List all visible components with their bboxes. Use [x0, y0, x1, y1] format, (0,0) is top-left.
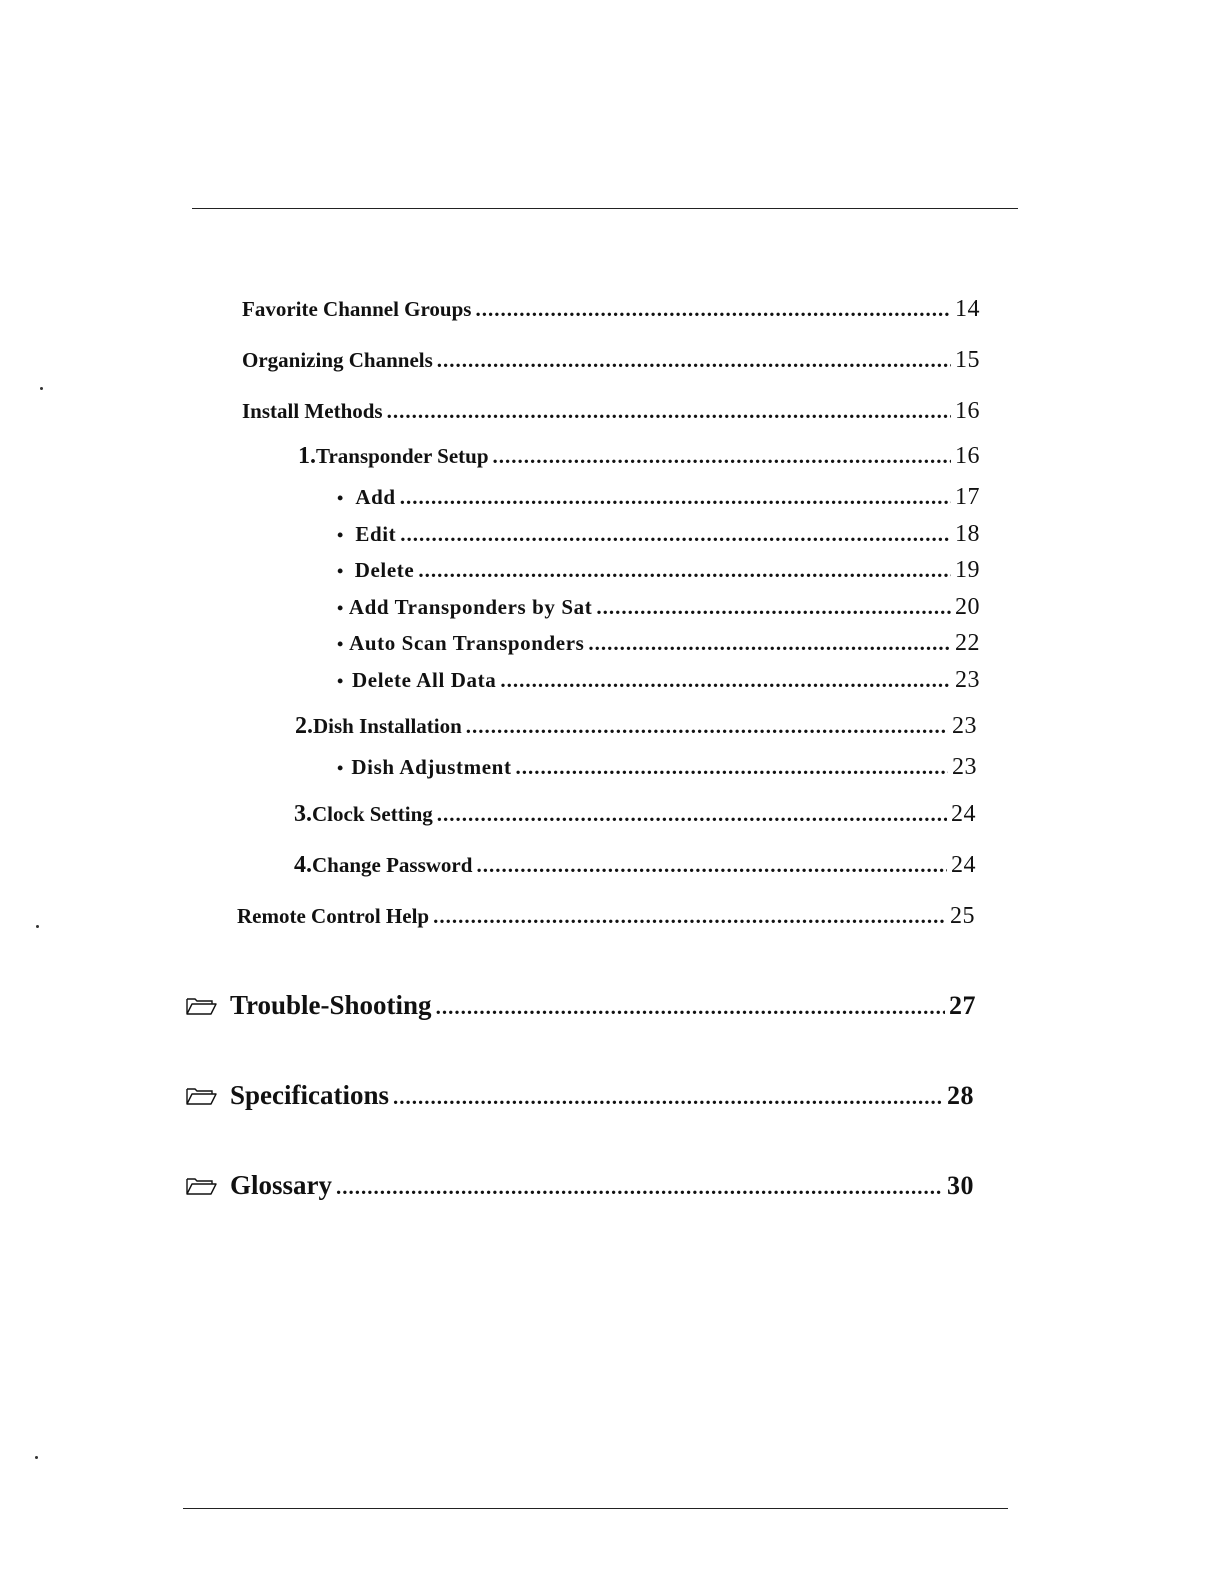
top-rule [192, 208, 1018, 209]
toc-entry-page: 14 [955, 296, 980, 322]
toc-entry-add[interactable] [337, 484, 980, 511]
toc-chapter-trouble-shooting[interactable] [186, 989, 976, 1023]
dot-leader [336, 1171, 943, 1203]
toc-entry-label: Auto Scan Transponders [349, 631, 585, 655]
toc-entry-page: 23 [955, 667, 980, 693]
scan-speck [40, 387, 43, 390]
toc-chapter-label: Glossary [230, 1170, 333, 1200]
toc-entry-remote-control-help[interactable] [237, 903, 975, 929]
toc-chapter-glossary[interactable] [186, 1169, 974, 1203]
toc-entry-delete[interactable] [337, 557, 980, 584]
scan-speck [35, 1456, 38, 1459]
toc-entry-page: 23 [952, 713, 977, 739]
dot-leader [393, 1081, 943, 1113]
toc-entry-page: 24 [951, 801, 976, 827]
toc-entry-label: Add Transponders by Sat [348, 595, 593, 619]
dot-leader [436, 991, 945, 1023]
toc-entry-label: Delete [354, 558, 415, 582]
bottom-rule [183, 1508, 1008, 1509]
dot-leader [400, 484, 951, 510]
bullet: • [337, 634, 344, 654]
toc-entry-auto-scan-transponders[interactable] [337, 630, 980, 657]
toc-entry-label: Install Methods [242, 399, 383, 423]
toc-entry-number: 2. [295, 713, 313, 739]
toc-entry-page: 15 [955, 347, 980, 373]
toc-entry-page: 22 [955, 630, 980, 656]
bullet: • [337, 525, 344, 545]
scan-speck [36, 925, 39, 928]
toc-entry-edit[interactable] [337, 521, 980, 548]
folder-icon [186, 1176, 218, 1196]
dot-leader [466, 713, 948, 739]
dot-leader [437, 801, 947, 827]
toc-entry-page: 16 [955, 398, 980, 424]
dot-leader [418, 557, 951, 583]
toc-chapter-page: 27 [949, 991, 976, 1020]
toc-chapter-page: 28 [947, 1081, 974, 1110]
toc-entry-page: 20 [955, 594, 980, 620]
dot-leader [475, 296, 951, 322]
dot-leader [476, 852, 947, 878]
toc-entry-dish-installation[interactable] [295, 713, 977, 739]
toc-entry-page: 23 [952, 754, 977, 780]
toc-entry-page: 18 [955, 521, 980, 547]
toc-entry-label: Dish Adjustment [351, 755, 512, 779]
bullet: • [337, 758, 344, 778]
toc-entry-delete-all-data[interactable] [337, 667, 980, 694]
toc-chapter-label: Trouble-Shooting [230, 990, 432, 1020]
toc-entry-label: Change Password [312, 853, 473, 877]
toc-entry-number: 4. [294, 852, 312, 878]
toc-entry-transponder-setup[interactable] [298, 443, 980, 469]
toc-entry-page: 17 [955, 484, 980, 510]
dot-leader [493, 443, 951, 469]
bullet: • [337, 671, 344, 691]
toc-entry-add-transponders-by-sat[interactable] [337, 594, 980, 621]
bullet: • [337, 598, 344, 618]
toc-entry-number: 3. [294, 801, 312, 827]
dot-leader [588, 630, 951, 656]
toc-chapter-label: Specifications [230, 1080, 389, 1110]
toc-entry-label: Add [355, 485, 396, 509]
toc-entry-label: Remote Control Help [237, 904, 430, 928]
folder-icon [186, 996, 218, 1016]
toc-chapter-page: 30 [947, 1171, 974, 1200]
folder-icon [186, 1086, 218, 1106]
toc-entry-label: Delete All Data [352, 668, 497, 692]
toc-entry-organizing-channels[interactable] [242, 347, 980, 373]
toc-entry-label: Dish Installation [313, 714, 462, 738]
toc-entry-change-password[interactable] [294, 852, 976, 878]
dot-leader [387, 398, 951, 424]
toc-chapter-specifications[interactable] [186, 1079, 974, 1113]
bullet: • [337, 561, 344, 581]
toc-entry-favorite-channel-groups[interactable] [242, 296, 980, 322]
dot-leader [596, 594, 951, 620]
toc-entry-install-methods[interactable] [242, 398, 980, 424]
dot-leader [516, 754, 948, 780]
toc-entry-clock-setting[interactable] [294, 801, 976, 827]
toc-entry-label: Organizing Channels [242, 348, 433, 372]
dot-leader [500, 667, 951, 693]
toc-entry-label: Favorite Channel Groups [242, 297, 472, 321]
toc-entry-label: Transponder Setup [316, 444, 489, 468]
toc-entry-dish-adjustment[interactable] [337, 754, 977, 781]
toc-entry-label: Clock Setting [312, 802, 433, 826]
toc-entry-label: Edit [355, 522, 397, 546]
dot-leader [433, 903, 946, 929]
dot-leader [400, 521, 951, 547]
toc-entry-number: 1. [298, 443, 316, 469]
toc-entry-page: 19 [955, 557, 980, 583]
toc-entry-page: 24 [951, 852, 976, 878]
dot-leader [437, 347, 951, 373]
bullet: • [337, 488, 344, 508]
toc-entry-page: 25 [950, 903, 975, 929]
toc-entry-page: 16 [955, 443, 980, 469]
